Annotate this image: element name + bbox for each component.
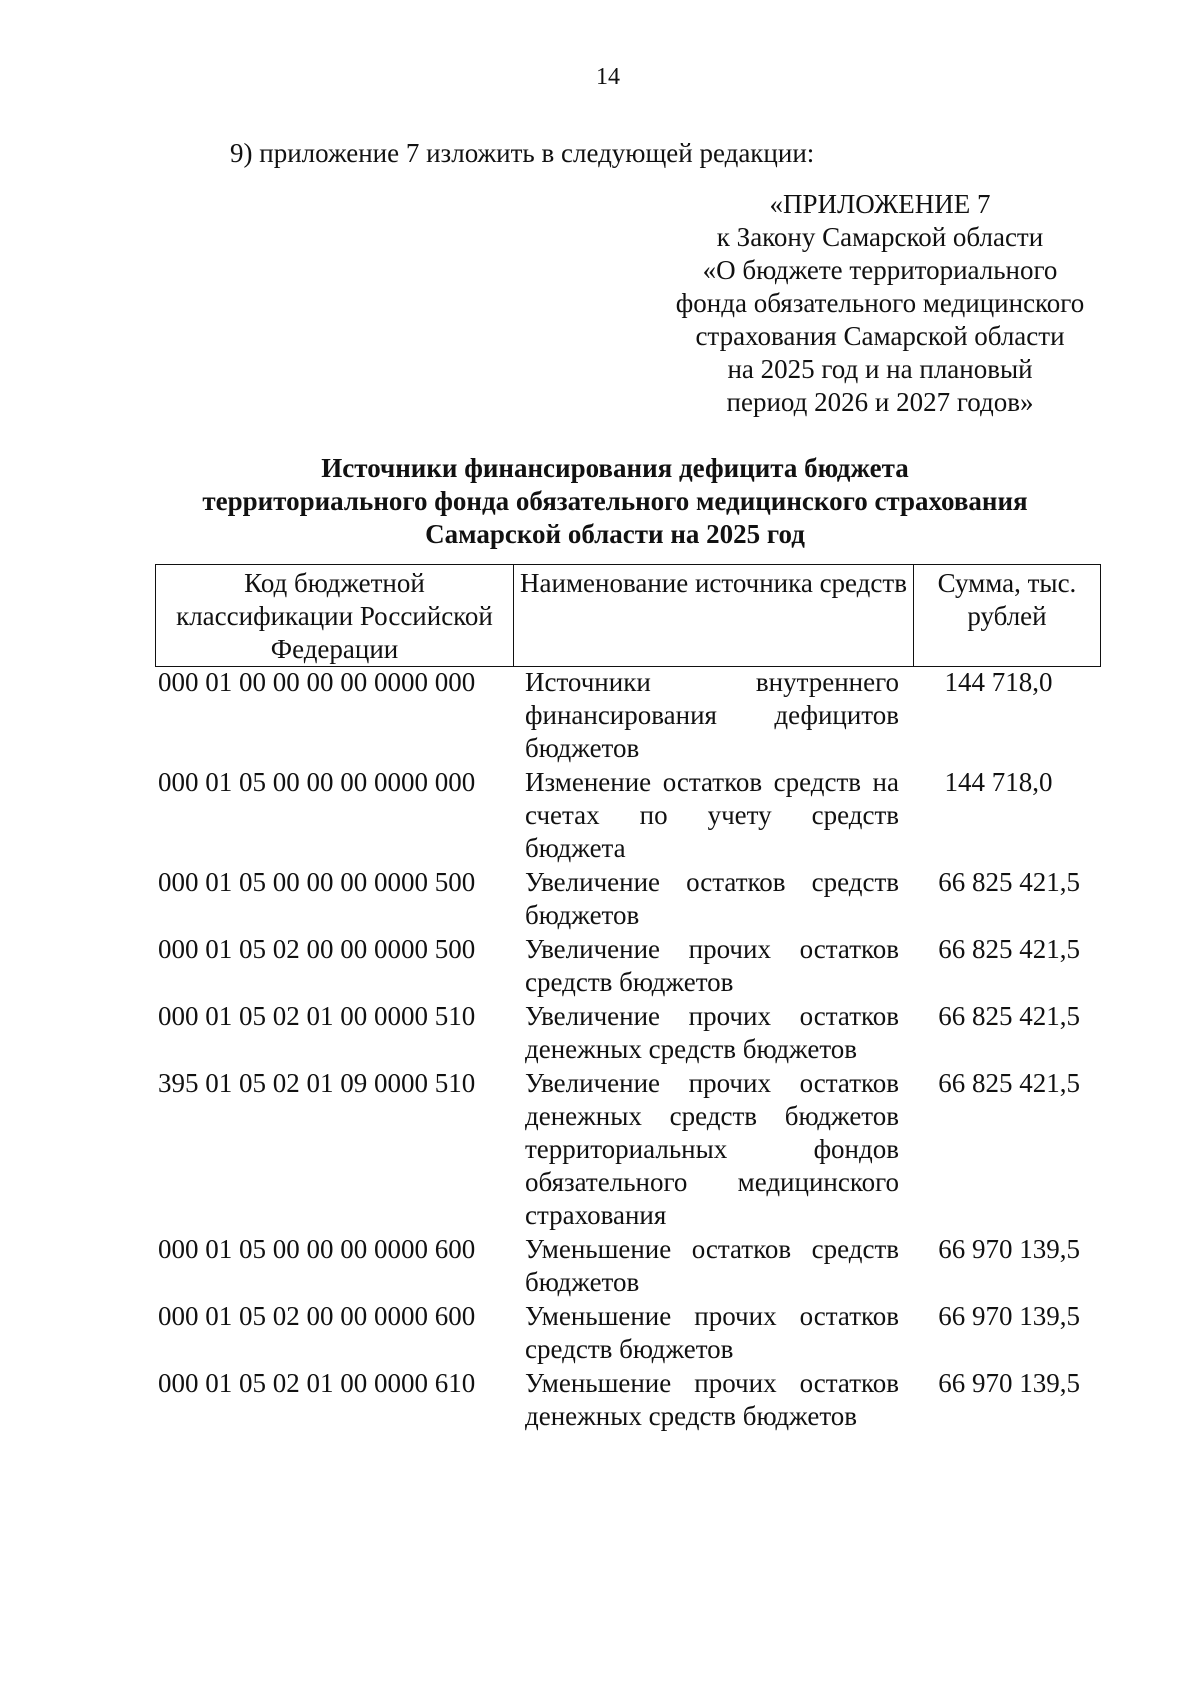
column-header-code: Код бюджетной классификации Российской Федерации [156, 565, 514, 667]
budget-code: 395 01 05 02 01 09 0000 510 [158, 1068, 476, 1098]
budget-code: 000 01 05 00 00 00 0000 500 [158, 867, 476, 897]
table-row [155, 866, 1100, 933]
table-row [155, 1067, 1100, 1233]
source-name: Уменьшение остатков средств бюджетов [525, 1234, 899, 1297]
amount: 66 825 421,5 [938, 1001, 1080, 1031]
appendix-line: на 2025 год и на плановый [727, 354, 1033, 384]
amount: 66 825 421,5 [938, 867, 1080, 897]
table-row [155, 1233, 1100, 1300]
amount: 144 718,0 [944, 667, 1053, 697]
appendix-line: к Закону Самарской области [716, 222, 1044, 252]
amount: 144 718,0 [944, 767, 1053, 797]
source-name: Увеличение остатков средств бюджетов [525, 867, 899, 930]
appendix-line: «ПРИЛОЖЕНИЕ 7 [769, 189, 991, 219]
amount: 66 970 139,5 [938, 1234, 1080, 1264]
appendix-line: «О бюджете территориального [702, 255, 1058, 285]
budget-code: 000 01 05 02 00 00 0000 500 [158, 934, 476, 964]
amount: 66 825 421,5 [938, 1068, 1080, 1098]
column-header-sum: Сумма, тыс. рублей [914, 565, 1101, 667]
budget-code: 000 01 05 00 00 00 0000 600 [158, 1234, 476, 1264]
appendix-header [630, 188, 1130, 419]
amount: 66 825 421,5 [938, 934, 1080, 964]
amount: 66 970 139,5 [938, 1368, 1080, 1398]
title-line: Источники финансирования дефицита бюджета [321, 453, 909, 483]
appendix-line: фонда обязательного медицинского [675, 288, 1085, 318]
budget-code: 000 01 00 00 00 00 0000 000 [158, 667, 476, 697]
source-name: Увеличение прочих остатков денежных средств бюджетов территориальных фондов обязательного медицинского страхования [525, 1068, 899, 1230]
table-row [155, 766, 1100, 866]
source-name: Изменение остатков средств на счетах по учету средств бюджета [525, 767, 899, 863]
amount: 66 970 139,5 [938, 1301, 1080, 1331]
table-row [155, 1000, 1100, 1067]
table-row [155, 1300, 1100, 1367]
table-row [155, 1367, 1100, 1434]
appendix-line: период 2026 и 2027 годов» [726, 387, 1034, 417]
appendix-line: страхования Самарской области [695, 321, 1065, 351]
page-number: 14 [596, 64, 620, 90]
table-header [155, 564, 1101, 667]
table-row [155, 933, 1100, 1000]
source-name: Уменьшение прочих остатков средств бюджетов [525, 1301, 899, 1364]
source-name: Уменьшение прочих остатков денежных средств бюджетов [525, 1368, 899, 1431]
title-line: территориального фонда обязательного медицинского страхования [202, 486, 1028, 516]
sources-table [155, 666, 1100, 1434]
source-name: Увеличение прочих остатков денежных средств бюджетов [525, 1001, 899, 1064]
source-name: Источники внутреннего финансирования дефицитов бюджетов [525, 667, 899, 763]
column-header-name: Наименование источника средств [514, 565, 914, 667]
document-title [120, 452, 1110, 551]
source-name: Увеличение прочих остатков средств бюджетов [525, 934, 899, 997]
budget-code: 000 01 05 02 01 00 0000 510 [158, 1001, 476, 1031]
amendment-intro: 9) приложение 7 изложить в следующей редакции: [230, 138, 815, 168]
title-line: Самарской области на 2025 год [425, 519, 805, 549]
budget-code: 000 01 05 00 00 00 0000 000 [158, 767, 476, 797]
budget-code: 000 01 05 02 01 00 0000 610 [158, 1368, 476, 1398]
budget-code: 000 01 05 02 00 00 0000 600 [158, 1301, 476, 1331]
table-row [155, 666, 1100, 766]
